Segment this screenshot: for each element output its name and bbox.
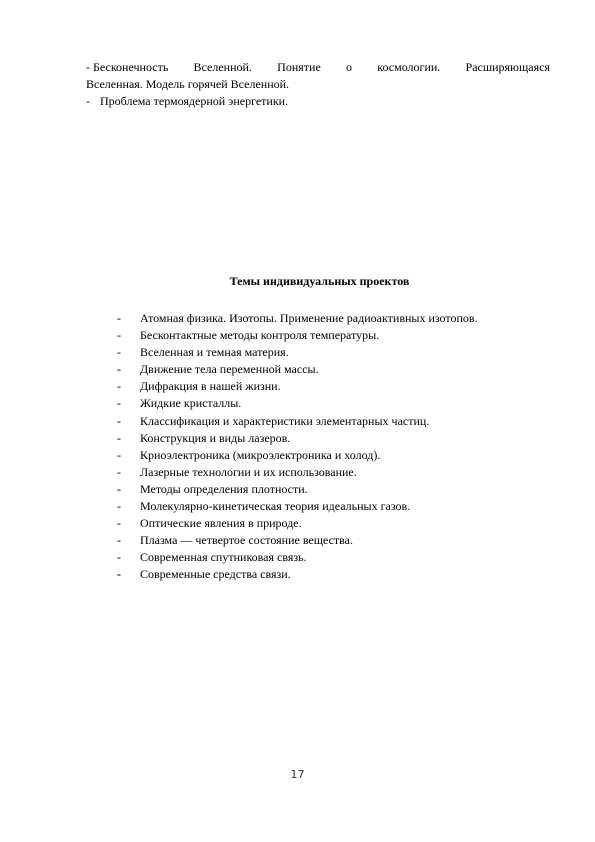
list-bullet: - xyxy=(117,413,121,428)
list-bullet: - xyxy=(117,311,121,325)
intro-list-item-text: Проблема термоядерной энергетики. xyxy=(100,94,289,108)
list-item-text: Плазма — четвертое состояние вещества. xyxy=(140,533,354,548)
list-bullet: - xyxy=(117,567,121,582)
intro-paragraph-line-2: Вселенная. Модель горячей Вселенной. xyxy=(86,77,290,91)
list-bullet: - xyxy=(117,328,121,343)
list-item-text: Лазерные технологии и их использование. xyxy=(140,464,357,479)
intro-word: - Бесконечность xyxy=(86,60,169,74)
list-bullet: - xyxy=(117,430,121,445)
section-title: Темы индивидуальных проектов xyxy=(229,274,410,288)
list-item-text: Бесконтактные методы контроля температуры. xyxy=(140,328,380,343)
intro-word: космологии. xyxy=(377,60,441,74)
list-item-text: Движение тела переменной массы. xyxy=(140,362,319,377)
list-bullet: - xyxy=(117,464,121,479)
list-bullet: - xyxy=(117,481,121,496)
list-item-text: Оптические явления в природе. xyxy=(140,516,302,531)
list-item-text: Современные средства связи. xyxy=(140,567,291,582)
list-item-text: Криоэлектроника (микроэлектроника и холод). xyxy=(140,447,381,462)
list-item-text: Классификация и характеристики элементарных частиц. xyxy=(140,413,430,428)
list-bullet: - xyxy=(117,550,121,565)
list-bullet: - xyxy=(117,516,121,531)
list-item-text: Жидкие кристаллы. xyxy=(140,396,242,411)
intro-list-item xyxy=(86,93,288,109)
intro-word: Понятие xyxy=(277,60,321,74)
list-item-text: Молекулярно-кинетическая теория идеальных газов. xyxy=(140,499,411,514)
intro-word: Вселенной. xyxy=(193,60,252,74)
list-bullet: - xyxy=(117,379,121,394)
list-item-text: Атомная физика. Изотопы. Применение радиоактивных изотопов. xyxy=(140,311,478,325)
list-bullet: - xyxy=(117,362,121,377)
list-bullet: - xyxy=(117,533,121,548)
list-item-text: Современная спутниковая связь. xyxy=(140,550,307,565)
page-number: 17 xyxy=(290,768,305,781)
list-item-text: Методы определения плотности. xyxy=(140,481,308,496)
list-bullet: - xyxy=(117,447,121,462)
list-bullet: - xyxy=(117,345,121,360)
intro-word: Расширяющаяся xyxy=(465,60,550,74)
list-bullet: - xyxy=(117,499,121,514)
list-bullet: - xyxy=(86,94,90,108)
intro-paragraph-line-1 xyxy=(86,59,550,75)
list-bullet: - xyxy=(117,396,121,411)
list-item-text: Дифракция в нашей жизни. xyxy=(140,379,281,394)
intro-word: о xyxy=(346,60,353,74)
list-item-text: Конструкция и виды лазеров. xyxy=(140,430,291,445)
list-item-text: Вселенная и темная материя. xyxy=(140,345,289,360)
